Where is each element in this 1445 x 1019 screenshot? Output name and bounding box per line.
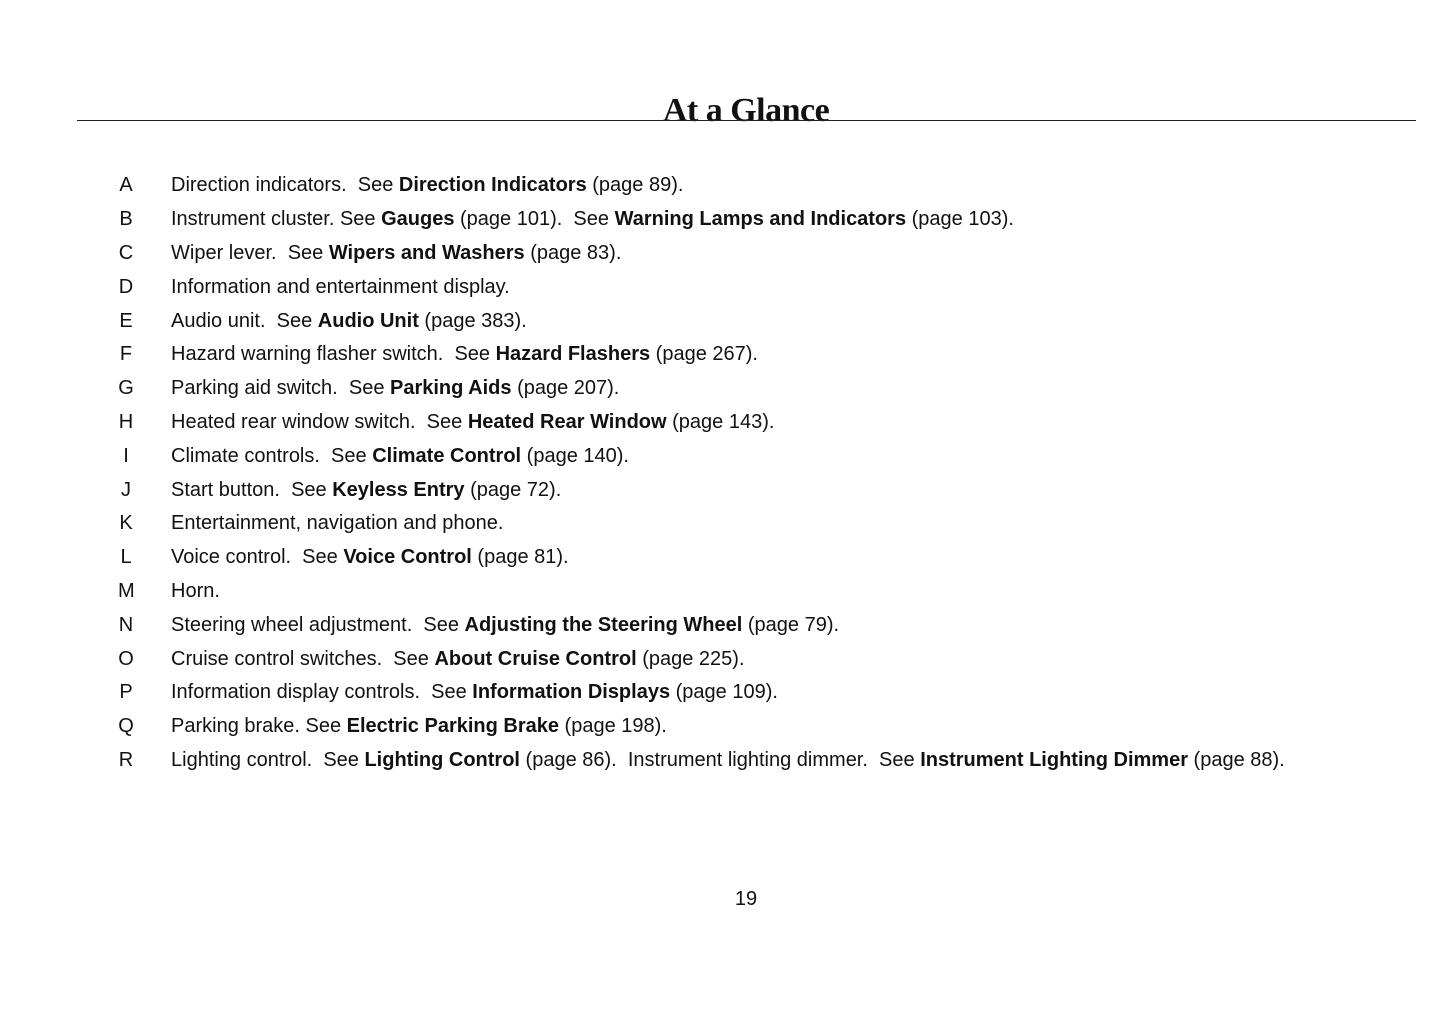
legend-key-cell: [0, 445, 171, 468]
cross-reference-title: Keyless Entry: [332, 478, 465, 501]
legend-description: [171, 749, 1285, 772]
description-text: (page 86). Instrument lighting dimmer. See: [519, 748, 921, 771]
cross-reference-title: Warning Lamps and Indicators: [614, 208, 907, 231]
legend-description: [171, 580, 220, 603]
description-text: (page 101). See: [454, 208, 615, 231]
legend-key: L: [120, 546, 132, 569]
description-text: (page 143).: [666, 410, 775, 433]
title-divider: [77, 120, 1416, 121]
cross-reference-title: Voice Control: [343, 546, 472, 569]
legend-description: [171, 174, 683, 197]
legend-description: [171, 546, 569, 569]
legend-item-k: [0, 507, 1285, 541]
description-text: Climate controls. See: [171, 444, 373, 467]
cross-reference-title: Information Displays: [472, 681, 671, 704]
cross-reference-title: Electric Parking Brake: [346, 715, 559, 738]
legend-description: [171, 681, 778, 704]
legend-key-cell: [0, 681, 171, 704]
legend-description: [171, 479, 561, 502]
description-text: Entertainment, navigation and phone.: [171, 512, 504, 535]
legend-key-cell: [0, 242, 171, 265]
description-text: (page 225).: [636, 647, 745, 670]
description-text: (page 109).: [670, 681, 778, 704]
description-text: (page 89).: [586, 174, 684, 197]
description-text: (page 383).: [418, 309, 527, 332]
cross-reference-title: Gauges: [381, 208, 455, 231]
legend-item-g: [0, 372, 1285, 406]
legend-key: P: [119, 681, 133, 704]
legend-item-r: [0, 744, 1285, 778]
description-text: Hazard warning flasher switch. See: [171, 343, 496, 366]
description-text: (page 72).: [464, 478, 562, 501]
legend-key: J: [121, 478, 131, 501]
legend-description: [171, 343, 758, 366]
legend-key: G: [118, 377, 134, 400]
legend-key: N: [118, 613, 134, 636]
legend-item-f: [0, 338, 1285, 372]
description-text: Lighting control. See: [171, 748, 365, 771]
legend-description: [171, 310, 527, 333]
description-text: Voice control. See: [171, 546, 344, 569]
legend-key: C: [118, 241, 134, 264]
legend-key: O: [118, 647, 134, 670]
description-text: Horn.: [171, 579, 220, 602]
description-text: Instrument cluster. See: [171, 208, 382, 231]
cross-reference-title: Parking Aids: [390, 377, 512, 400]
cross-reference-title: Lighting Control: [364, 748, 520, 771]
legend-description: [171, 276, 510, 299]
page-number: 19: [734, 888, 758, 910]
legend-key-cell: [0, 546, 171, 569]
legend-key: A: [119, 174, 133, 197]
legend-item-c: [0, 237, 1285, 271]
legend-key: F: [119, 343, 133, 366]
legend-description: [171, 512, 503, 535]
description-text: Information and entertainment display.: [171, 275, 510, 298]
cross-reference-title: Instrument Lighting Dimmer: [920, 748, 1188, 771]
legend-item-i: [0, 439, 1285, 473]
description-text: Parking aid switch. See: [171, 377, 390, 400]
description-text: (page 103).: [906, 208, 1014, 231]
legend-description: [171, 445, 629, 468]
legend-description: [171, 648, 745, 671]
legend-item-a: [0, 169, 1285, 203]
cross-reference-title: Audio Unit: [317, 309, 419, 332]
legend-key-cell: [0, 614, 171, 637]
legend-item-h: [0, 406, 1285, 440]
legend-description: [171, 242, 621, 265]
legend-description: [171, 614, 839, 637]
legend-key: R: [118, 748, 134, 771]
legend-description: [171, 377, 619, 400]
legend-item-o: [0, 642, 1285, 676]
legend-item-q: [0, 710, 1285, 744]
legend-key-cell: [0, 208, 171, 231]
legend-description: [171, 715, 667, 738]
legend-key-cell: [0, 377, 171, 400]
legend-item-b: [0, 203, 1285, 237]
legend-key: K: [119, 512, 133, 535]
legend-key-cell: [0, 512, 171, 535]
legend-key: M: [118, 579, 135, 602]
legend-key-cell: [0, 411, 171, 434]
description-text: Heated rear window switch. See: [171, 410, 468, 433]
legend-key: E: [119, 309, 133, 332]
legend-key-cell: [0, 648, 171, 671]
cross-reference-title: Direction Indicators: [398, 174, 587, 197]
description-text: (page 198).: [559, 715, 667, 738]
description-text: (page 79).: [742, 613, 840, 636]
legend-description: [171, 208, 1014, 231]
legend-key-cell: [0, 580, 171, 603]
description-text: Direction indicators. See: [171, 174, 399, 197]
legend-item-e: [0, 304, 1285, 338]
legend-item-m: [0, 575, 1285, 609]
cross-reference-title: Wipers and Washers: [328, 241, 525, 264]
legend-key: D: [118, 275, 134, 298]
description-text: (page 267).: [650, 343, 758, 366]
cross-reference-title: Adjusting the Steering Wheel: [464, 613, 743, 636]
description-text: (page 83).: [524, 241, 622, 264]
description-text: (page 207).: [511, 377, 620, 400]
legend-key: I: [123, 444, 129, 467]
legend-key: H: [118, 410, 134, 433]
legend-key-cell: [0, 715, 171, 738]
legend-key: B: [119, 208, 133, 231]
description-text: (page 88).: [1187, 748, 1285, 771]
legend-key-cell: [0, 479, 171, 502]
legend-item-j: [0, 473, 1285, 507]
legend-key-cell: [0, 343, 171, 366]
legend-key-cell: [0, 174, 171, 197]
legend-key-cell: [0, 310, 171, 333]
legend-item-n: [0, 608, 1285, 642]
description-text: Steering wheel adjustment. See: [171, 613, 465, 636]
description-text: (page 81).: [471, 546, 569, 569]
legend-key-cell: [0, 749, 171, 772]
cross-reference-title: Climate Control: [372, 444, 522, 467]
description-text: Audio unit. See: [171, 309, 318, 332]
legend-item-l: [0, 541, 1285, 575]
legend-item-d: [0, 270, 1285, 304]
page-title: At a Glance: [662, 91, 830, 129]
description-text: Information display controls. See: [171, 681, 473, 704]
description-text: Cruise control switches. See: [171, 647, 435, 670]
description-text: Start button. See: [171, 478, 333, 501]
legend-key: Q: [118, 715, 134, 738]
legend-key-cell: [0, 276, 171, 299]
legend-description: [171, 411, 774, 434]
description-text: Wiper lever. See: [171, 241, 329, 264]
legend-item-p: [0, 676, 1285, 710]
cross-reference-title: Heated Rear Window: [467, 410, 667, 433]
legend-list: [0, 169, 1285, 777]
cross-reference-title: Hazard Flashers: [495, 343, 651, 366]
cross-reference-title: About Cruise Control: [434, 647, 637, 670]
description-text: (page 140).: [521, 444, 629, 467]
description-text: Parking brake. See: [171, 715, 347, 738]
